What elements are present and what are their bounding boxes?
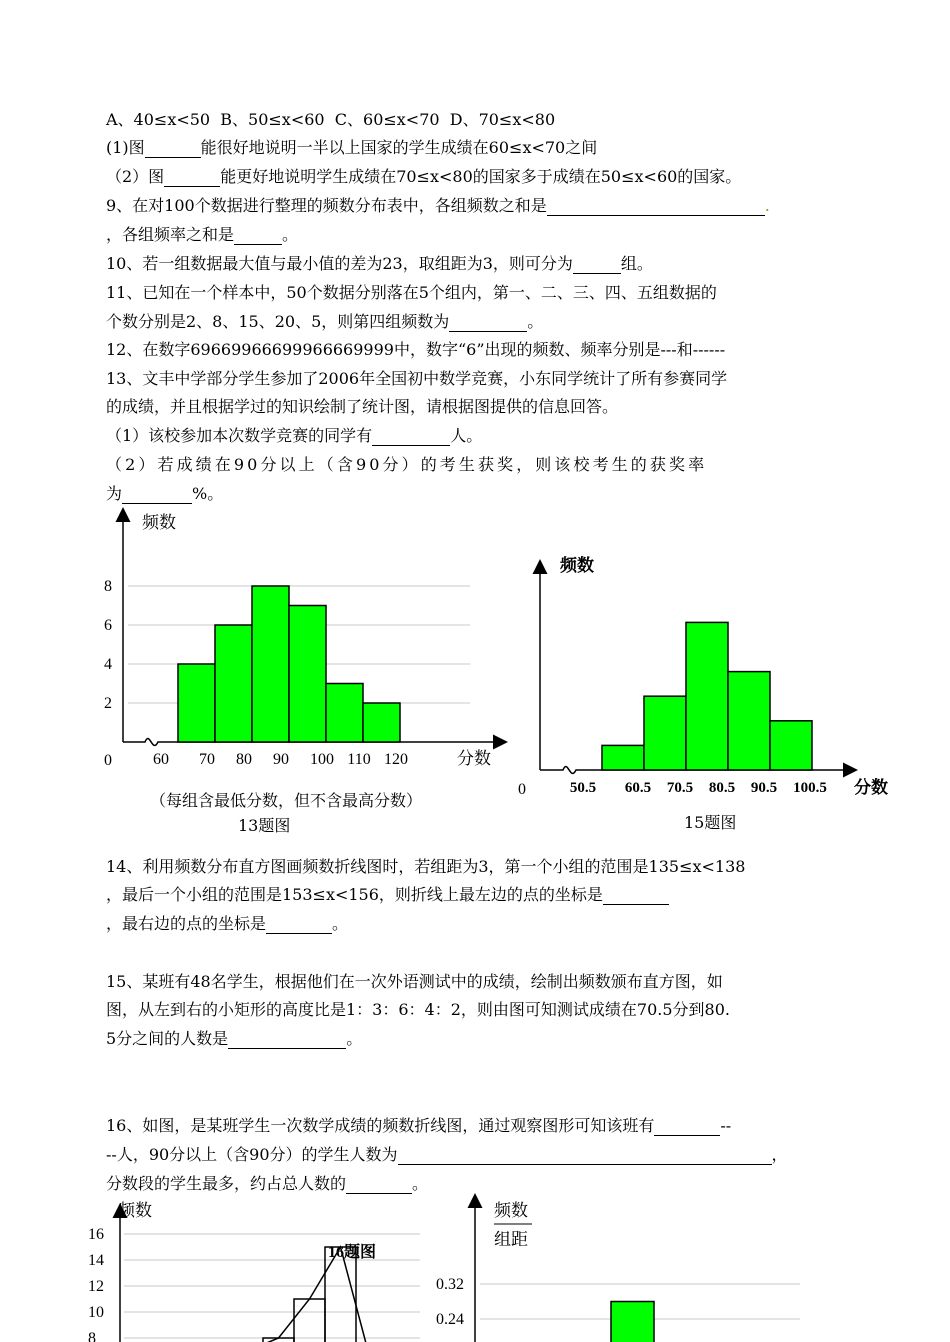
fig13-x-tick: 110 <box>347 751 371 768</box>
fig15-x-label: 分数 <box>854 778 888 797</box>
question-16-line2-pre: --人，90分以上（含90分）的学生人数为 <box>106 1145 398 1164</box>
fig15-bar <box>644 696 686 770</box>
fig15-title: 15题图 <box>684 813 737 832</box>
question-16-line2-post: ， <box>771 1145 788 1164</box>
question-15-line3-pre: 5分之间的人数是 <box>106 1029 229 1048</box>
fig15-bar <box>770 721 812 770</box>
chart-layer <box>88 510 888 1342</box>
question-14-line2-pre: ，最后一个小组的范围是153≤x<156，则折线上最左边的点的坐标是 <box>106 885 603 904</box>
question-b-post: 能更好地说明学生成绩在70≤x<80的国家多于成绩在50≤x<60的国家。 <box>220 167 742 186</box>
fig13-y-tick: 6 <box>104 617 112 634</box>
fig17-y-label-bottom: 组距 <box>494 1230 528 1249</box>
fig13-x-tick: 70 <box>199 751 215 768</box>
question-14: 14、利用频数分布直方图画频数折线图时，若组距为3，第一个小组的范围是135≤x<138 <box>106 857 746 876</box>
fig13-y-tick: 8 <box>104 578 112 595</box>
question-11-line2-pre: 个数分别是2、8、15、20、5，则第四组频数为 <box>106 312 450 331</box>
fig13-bar <box>289 606 326 743</box>
fig15-y-label: 频数 <box>560 556 594 575</box>
question-9-line2-pre: ，各组频率之和是 <box>106 225 235 244</box>
fig13-x-tick: 60 <box>153 751 169 768</box>
fig13-title: 13题图 <box>238 816 291 835</box>
fig16-y-tick: 12 <box>88 1278 104 1295</box>
question-10-text: 10、若一组数据最大值与最小值的差为23，取组距为3，则可分为 <box>106 254 573 273</box>
fig15-x-tick: 70.5 <box>666 780 694 796</box>
question-13-sub1-post: 人。 <box>450 426 483 445</box>
fig17-bar <box>611 1302 654 1342</box>
fig16-y-tick: 14 <box>88 1252 104 1269</box>
fig16-y-tick: 16 <box>88 1226 104 1243</box>
fig15-bar <box>728 672 770 770</box>
fig13-bar <box>252 586 289 742</box>
fig16-frequency-polyline <box>248 1247 372 1342</box>
fig16-bar <box>325 1247 356 1342</box>
question-13-sub3-post: %。 <box>192 484 224 503</box>
fig13-bar <box>215 625 252 742</box>
fig15-x-tick: 100.5 <box>793 780 827 796</box>
question-13-sub1-pre: （1）该校参加本次数学竞赛的同学有 <box>106 426 373 445</box>
fig15-bar <box>602 745 644 770</box>
question-13-line2: 的成绩，并且根据学过的知识绘制了统计图，请根据图提供的信息回答。 <box>106 397 619 416</box>
question-15-line2: 图，从左到右的小矩形的高度比是1：3：6：4：2，则由图可知测试成绩在70.5分到80. <box>106 1000 730 1019</box>
fig17-y-label-top: 频数 <box>494 1201 528 1220</box>
fig13-bar <box>363 703 400 742</box>
question-11-line2-post: 。 <box>527 312 544 331</box>
options-line: A、40≤x<50 B、50≤x<60 C、60≤x<70 D、70≤x<80 <box>106 110 556 129</box>
question-9-line2-post: 。 <box>282 225 299 244</box>
question-12: 12、在数字69669966699966669999中，数字“6”出现的频数、频率分别是---和------ <box>106 340 726 359</box>
fig15-x-tick: 90.5 <box>750 780 778 796</box>
question-13: 13、文丰中学部分学生参加了2006年全国初中数学竞赛，小东同学统计了所有参赛同学 <box>106 369 728 388</box>
question-11: 11、已知在一个样本中，50个数据分别落在5个组内，第一、二、三、四、五组数据的 <box>106 283 717 302</box>
fig16-y-label: 频数 <box>118 1201 152 1220</box>
question-b-pre: （2）图 <box>106 167 165 186</box>
fig15-x-tick: 50.5 <box>569 780 597 796</box>
fig13-bar <box>326 684 363 743</box>
fig15-x-tick: 80.5 <box>708 780 736 796</box>
question-a-pre: (1)图 <box>106 138 145 157</box>
question-15: 15、某班有48名学生，根据他们在一次外语测试中的成绩，绘制出频数颁布直方图，如 <box>106 972 723 991</box>
question-a-post: 能很好地说明一半以上国家的学生成绩在60≤x<70之间 <box>200 138 598 157</box>
question-14-line3-pre: ，最右边的点的坐标是 <box>106 914 267 933</box>
fig13-bar <box>178 664 215 742</box>
fig15-x-tick: 60.5 <box>624 780 652 796</box>
fig13-x-tick: 90 <box>273 751 289 768</box>
question-13-sub2: （2）若成绩在90分以上（含90分）的考生获奖，则该校考生的获奖率 <box>106 455 708 474</box>
fig13-y-label: 频数 <box>142 513 176 532</box>
fig15-bar <box>686 622 728 770</box>
fig13-y-tick: 2 <box>104 695 112 712</box>
question-13-sub3-pre: 为 <box>106 484 123 503</box>
fig17-y-tick: 0.32 <box>436 1276 464 1293</box>
fig15-origin-label: 0 <box>518 781 526 798</box>
question-16-text: 16、如图，是某班学生一次数学成绩的频数折线图，通过观察图形可知该班有 <box>106 1116 655 1135</box>
fig16-y-tick: 8 <box>88 1330 96 1342</box>
question-16-line3-pre: 分数段的学生最多，约占总人数的 <box>106 1174 347 1193</box>
question-16-line3-post: 。 <box>412 1174 429 1193</box>
fig13-x-tick: 120 <box>384 751 408 768</box>
fig13-note: （每组含最低分数，但不含最高分数） <box>150 791 423 810</box>
fig13-x-tick: 100 <box>310 751 334 768</box>
fig13-y-tick: 4 <box>104 656 112 673</box>
fig16-bar <box>294 1299 325 1342</box>
fig13-x-label: 分数 <box>457 749 491 768</box>
question-14-line3-post: 。 <box>332 914 349 933</box>
question-9-text: 9、在对100个数据进行整理的频数分布表中，各组频数之和是 <box>106 196 547 215</box>
fig13-x-tick: 80 <box>236 751 252 768</box>
fig17-y-tick: 0.24 <box>436 1311 464 1328</box>
fig16-title: 16题图 <box>328 1244 377 1261</box>
question-15-line3-post: 。 <box>346 1029 363 1048</box>
edit-mark: . <box>764 196 770 215</box>
question-16-line1-post: -- <box>720 1116 732 1135</box>
question-10-post: 组。 <box>620 254 653 273</box>
fig13-origin-label: 0 <box>104 752 112 769</box>
fig16-y-tick: 10 <box>88 1304 104 1321</box>
